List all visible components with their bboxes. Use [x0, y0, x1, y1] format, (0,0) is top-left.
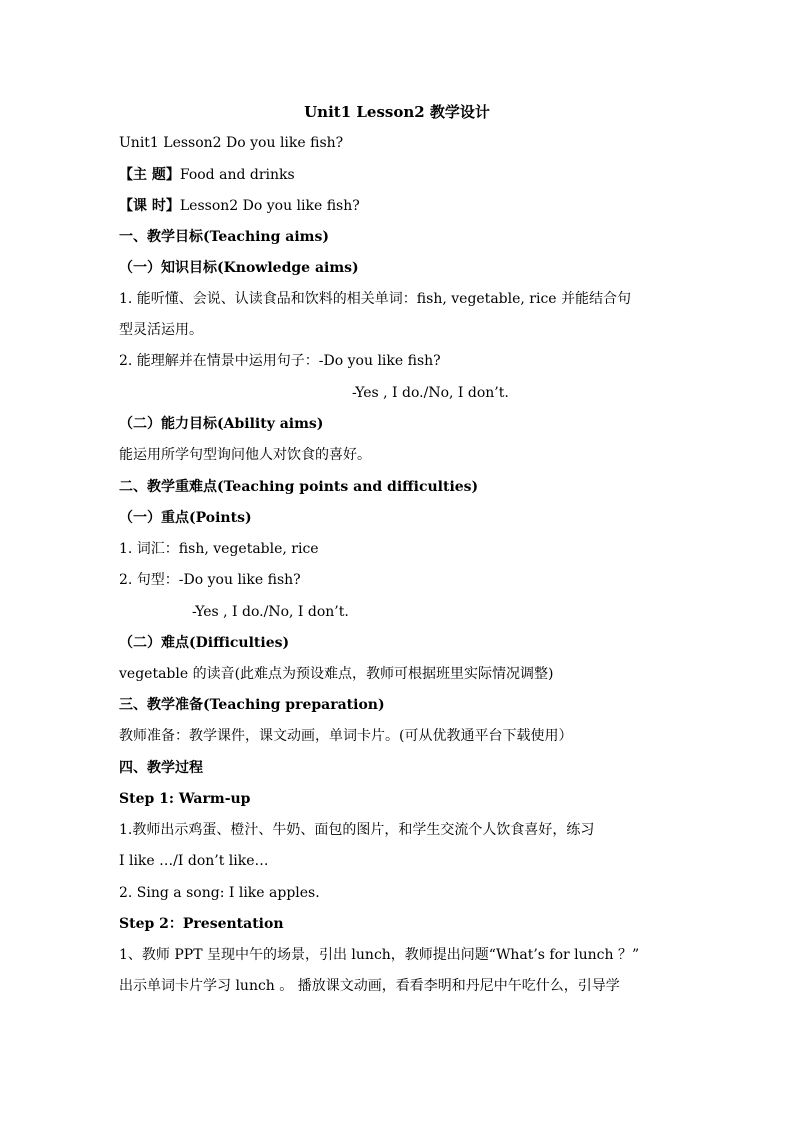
section-heading-process: 四、教学过程 — [119, 760, 203, 776]
topic-line — [119, 166, 295, 184]
section-heading-preparation: 三、教学准备(Teaching preparation) — [119, 697, 385, 713]
paragraph: 1.教师出示鸡蛋、橙汁、牛奶、面包的图片，和学生交流个人饮食喜好，练习 — [119, 822, 595, 838]
paragraph: -Yes , I do./No, I don’t. — [352, 385, 509, 401]
paragraph: 能运用所学句型询问他人对饮食的喜好。 — [119, 447, 371, 463]
paragraph: 1. 词汇：fish, vegetable, rice — [119, 541, 319, 557]
paragraph: 2. 能理解并在情景中运用句子：-Do you like fish? — [119, 353, 441, 369]
period-label: 【课 时】 — [119, 198, 180, 214]
step-heading-warmup: Step 1: Warm-up — [119, 791, 251, 807]
section-heading-points: 二、教学重难点(Teaching points and difficulties) — [119, 479, 479, 495]
paragraph: -Yes , I do./No, I don’t. — [192, 604, 349, 620]
lesson-subtitle: Unit1 Lesson2 Do you like fish? — [119, 135, 344, 151]
subheading-knowledge-aims: （一）知识目标(Knowledge aims) — [119, 260, 359, 276]
topic-value: Food and drinks — [179, 167, 295, 183]
paragraph: 2. 句型：-Do you like fish? — [119, 572, 301, 588]
topic-label: 【主 题】 — [119, 167, 180, 183]
document-title: Unit1 Lesson2 教学设计 — [304, 103, 490, 121]
subheading-difficulties: （二）难点(Difficulties) — [119, 635, 290, 651]
period-value: Lesson2 Do you like fish? — [179, 198, 360, 214]
paragraph: 教师准备：教学课件，课文动画，单词卡片。(可从优教通平台下载使用） — [119, 728, 573, 744]
period-line — [119, 197, 360, 215]
paragraph: 1. 能听懂、会说、认读食品和饮料的相关单词：fish, vegetable, rice 并能结合句 — [119, 291, 632, 307]
paragraph: vegetable 的读音(此难点为预设难点，教师可根据班里实际情况调整) — [119, 666, 554, 682]
subheading-ability-aims: （二）能力目标(Ability aims) — [119, 416, 324, 432]
paragraph: 出示单词卡片学习 lunch 。 播放课文动画，看看李明和丹尼中午吃什么，引导学 — [119, 978, 620, 994]
step-heading-presentation: Step 2：Presentation — [119, 916, 284, 932]
paragraph: 2. Sing a song: I like apples. — [119, 885, 320, 901]
section-heading-aims: 一、教学目标(Teaching aims) — [119, 229, 329, 245]
paragraph: I like …/I don’t like… — [119, 853, 269, 869]
paragraph: 型灵活运用。 — [119, 322, 203, 338]
paragraph: 1、教师 PPT 呈现中午的场景，引出 lunch，教师提出问题“What’s for lunch ？” — [119, 947, 640, 963]
subheading-points: （一）重点(Points) — [119, 510, 252, 526]
